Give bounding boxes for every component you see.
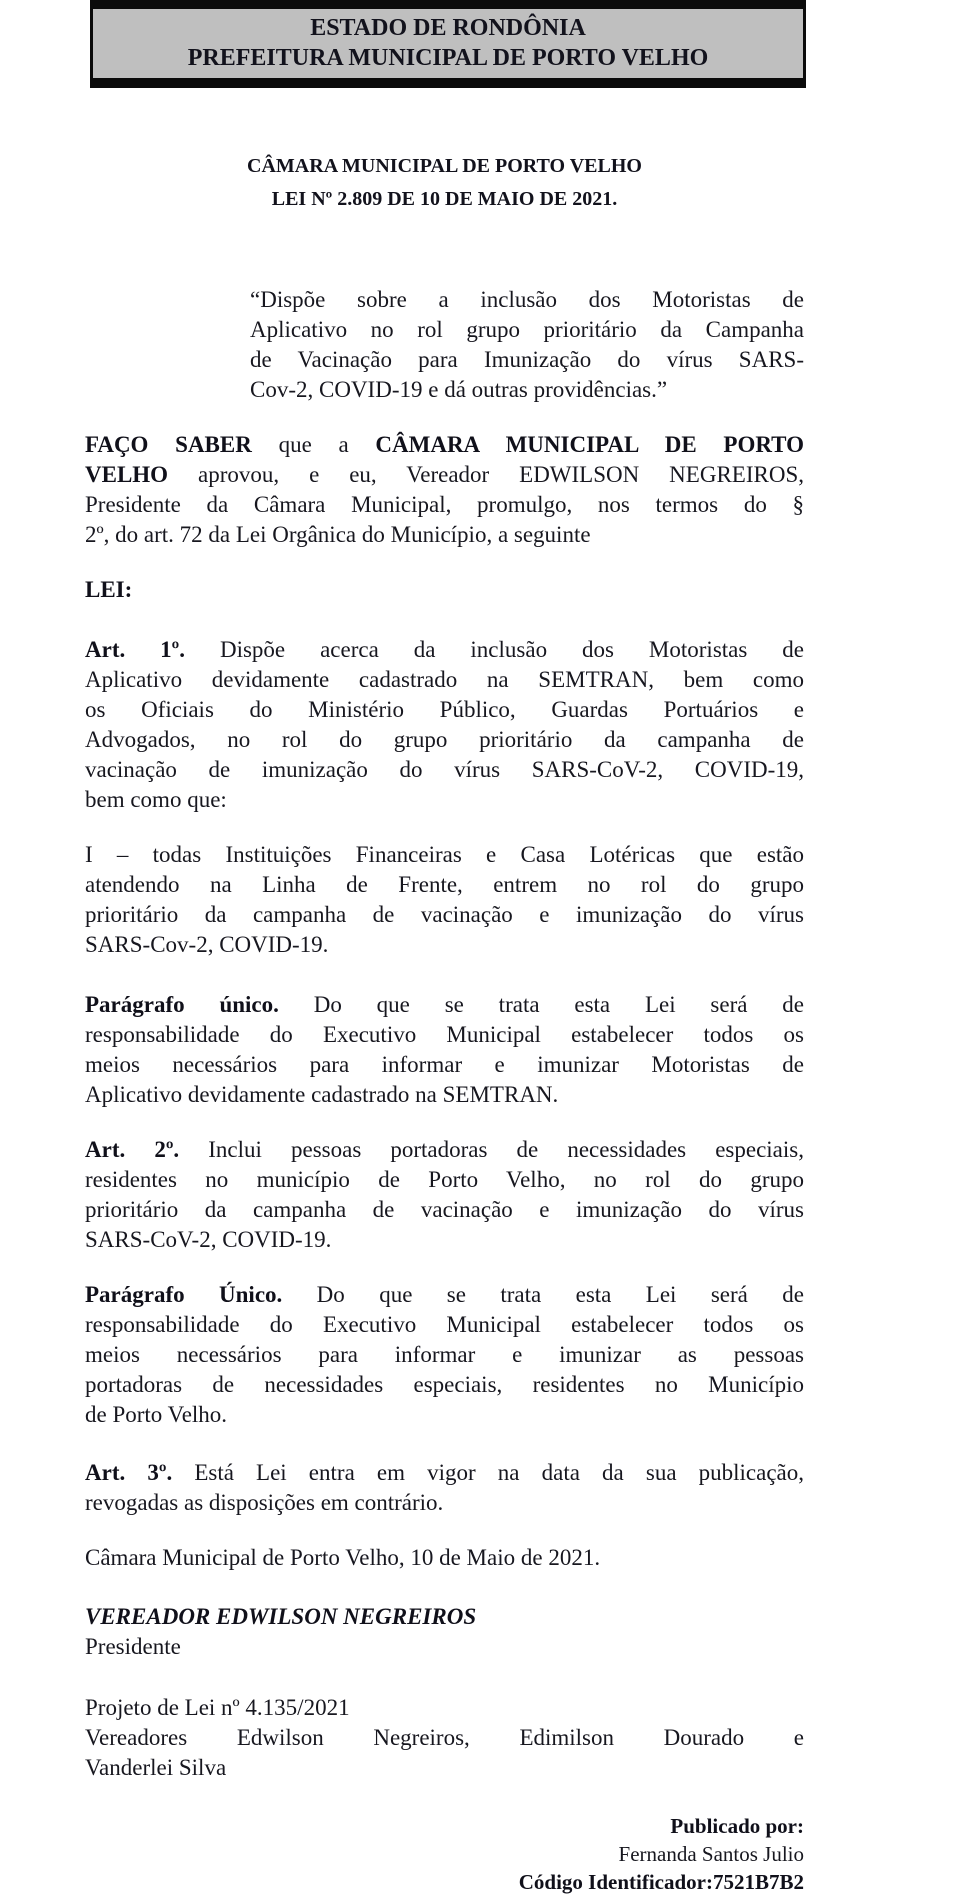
text-line: SARS-Cov-2, COVID-19. (85, 932, 329, 957)
text-line: prioritário da campanha de vacinação e imunização do vírus (85, 902, 804, 927)
text-line: meios necessários para informar e imunizar as pessoas (85, 1342, 804, 1367)
text-line: Câmara Municipal de Porto Velho, 10 de Maio de 2021. (85, 1545, 601, 1570)
law-summary-quote (250, 285, 804, 405)
municipality-name: PREFEITURA MUNICIPAL DE PORTO VELHO (187, 45, 709, 71)
text-line: Presidente (85, 1634, 181, 1659)
text-line: Código Identificador:7521B7B2 (518, 1870, 804, 1894)
assinatura (85, 1602, 804, 1662)
text-line: Aplicativo no rol grupo prioritário da Campanha (250, 317, 804, 342)
law-text-blocks (85, 430, 804, 1896)
text-line: LEI: (85, 577, 133, 602)
text-line: Art. 2º. Inclui pessoas portadoras de necessidades especiais, (85, 1137, 804, 1162)
law-number-title: LEI Nº 2.809 DE 10 DE MAIO DE 2021. (271, 188, 618, 210)
artigo-3 (85, 1458, 804, 1518)
text-line: Aplicativo devidamente cadastrado na SEMTRAN, bem como (85, 667, 804, 692)
document-title-block (85, 150, 804, 216)
text-line: prioritário da campanha de vacinação e imunização do vírus (85, 1197, 804, 1222)
paragrafo-unico-1 (85, 990, 804, 1110)
text-line: Advogados, no rol do grupo prioritário da campanha de (85, 727, 804, 752)
text-line: “Dispõe sobre a inclusão dos Motoristas de (250, 287, 804, 312)
text-line: meios necessários para informar e imunizar Motoristas de (85, 1052, 804, 1077)
text-line: Fernanda Santos Julio (618, 1842, 804, 1866)
text-line: atendendo na Linha de Frente, entrem no rol do grupo (85, 872, 804, 897)
lei-label (85, 575, 804, 605)
projeto-de-lei (85, 1693, 804, 1783)
text-line: de Vacinação para Imunização do vírus SARS- (250, 347, 804, 372)
text-line: Vanderlei Silva (85, 1755, 227, 1780)
text-line: vacinação de imunização do vírus SARS-CoV-2, COVID-19, (85, 757, 804, 782)
text-line: Projeto de Lei nº 4.135/2021 (85, 1695, 350, 1720)
paragrafo-unico-2 (85, 1280, 804, 1430)
text-line: revogadas as disposições em contrário. (85, 1490, 444, 1515)
text-line: responsabilidade do Executivo Municipal estabelecer todos os (85, 1312, 804, 1337)
text-line: portadoras de necessidades especiais, residentes no Município (85, 1372, 804, 1397)
publicacao (85, 1812, 804, 1896)
organ-title: CÂMARA MUNICIPAL DE PORTO VELHO (247, 155, 642, 177)
text-line: VELHO aprovou, e eu, Vereador EDWILSON NEGREIROS, (85, 462, 804, 487)
text-line: Publicado por: (670, 1814, 804, 1838)
inciso-i (85, 840, 804, 960)
text-line: Cov-2, COVID-19 e dá outras providências.” (250, 377, 668, 402)
text-line: Aplicativo devidamente cadastrado na SEMTRAN. (85, 1082, 559, 1107)
text-line: I – todas Instituições Financeiras e Casa Lotéricas que estão (85, 842, 804, 867)
faco-saber-paragraph (85, 430, 804, 550)
document-body (85, 88, 804, 1896)
text-line: os Oficiais do Ministério Público, Guardas Portuários e (85, 697, 804, 722)
text-line: residentes no município de Porto Velho, no rol do grupo (85, 1167, 804, 1192)
header-band (90, 0, 806, 88)
text-line: 2º, do art. 72 da Lei Orgânica do Município, a seguinte (85, 522, 591, 547)
state-name: ESTADO DE RONDÔNIA (310, 15, 586, 41)
text-line: Art. 3º. Está Lei entra em vigor na data da sua publicação, (85, 1460, 805, 1485)
text-line: bem como que: (85, 787, 227, 812)
text-line: SARS-CoV-2, COVID-19. (85, 1227, 332, 1252)
text-line: Presidente da Câmara Municipal, promulgo, nos termos do § (85, 492, 804, 517)
artigo-1 (85, 635, 804, 815)
data-local (85, 1543, 804, 1573)
text-line: Art. 1º. Dispõe acerca da inclusão dos Motoristas de (85, 637, 804, 662)
text-line: de Porto Velho. (85, 1402, 228, 1427)
text-line: responsabilidade do Executivo Municipal estabelecer todos os (85, 1022, 804, 1047)
text-line: FAÇO SABER que a CÂMARA MUNICIPAL DE PORTO (85, 432, 804, 457)
text-line: VEREADOR EDWILSON NEGREIROS (85, 1604, 477, 1629)
text-line: Vereadores Edwilson Negreiros, Edimilson Dourado e (85, 1725, 804, 1750)
text-line: Parágrafo Único. Do que se trata esta Lei será de (85, 1282, 804, 1307)
artigo-2 (85, 1135, 804, 1255)
text-line: Parágrafo único. Do que se trata esta Lei será de (85, 992, 804, 1017)
